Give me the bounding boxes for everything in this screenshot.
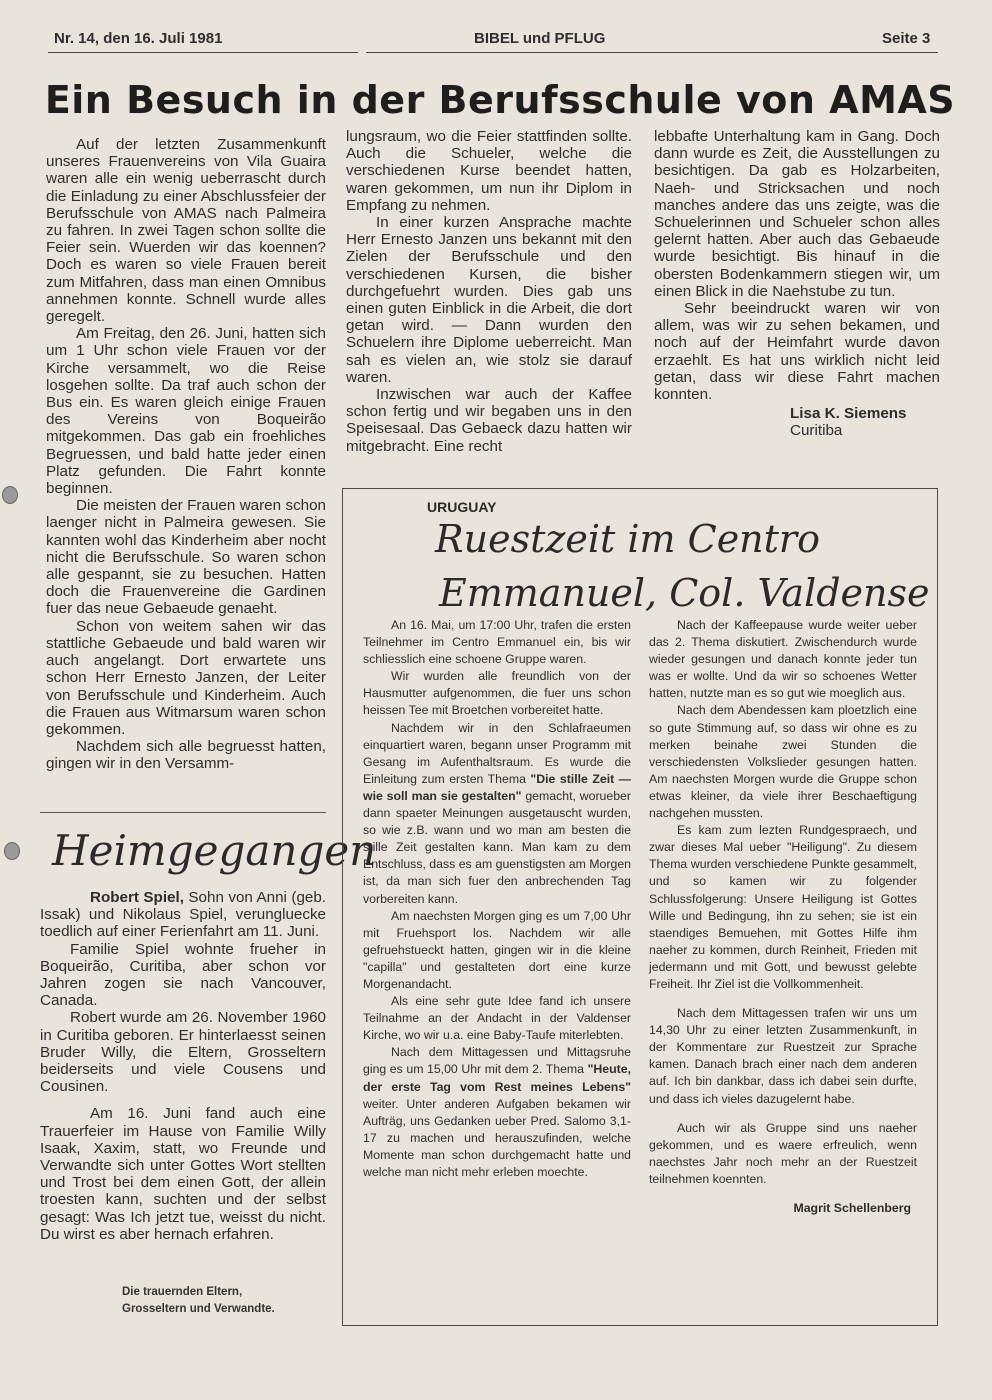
box-paragraph: Als eine sehr gute Idee fand ich unsere Teilnahme an der Andacht in der Valdenser Kirche, wo wir u.a. eine Baby-Taufe miterlebten.	[363, 994, 631, 1043]
obituary-closing	[122, 1284, 275, 1318]
binder-hole	[2, 486, 18, 504]
obituary-closing-line: Grosseltern und Verwandte.	[122, 1303, 275, 1315]
obituary-paragraph: Familie Spiel wohnte frueher in Boqueirão, Curitiba, aber schon vor Jahren zogen sie nach Vancouver, Canada.	[40, 940, 326, 1010]
box-paragraph: Am naechsten Morgen ging es um 7,00 Uhr mit Fruehsport los. Nachdem wir alle gefruehstueckt hatten, gingen wir in die kleine "capilla" und gestalteten dort eine kurze Morgenandacht.	[363, 908, 631, 991]
article-column-1	[46, 136, 326, 773]
box-text: Nachdem wir in den Schlafraeumen einquartiert waren, begann unser Programm mit Gesang im Aufenthaltsraum. Es wurde die Einleitung zum ersten Thema	[363, 720, 631, 786]
box-theme-title: "Die stille Zeit — wie soll man sie gestalten"	[363, 771, 631, 803]
box-paragraph	[363, 1044, 631, 1181]
article-paragraph: lebbafte Unterhaltung kam in Gang. Doch dann wurde es Zeit, die Ausstellungen zu besichtigen. Da gab es Holzarbeiten, Naeh- und Stricksachen und noch manches andere das uns zeigte, was die Schuelerinnen und Schueler schon alles gelernt hatten. Aber auch das Gebaeude wurde besichtigt. Bis hinauf in die obersten Bodenkammern stiegen wir, um einen Blick in die Naehstube zu tun.	[654, 128, 940, 300]
issue-number: Nr. 14, den 16. Juli 1981	[54, 30, 223, 47]
signature-name: Lisa K. Siemens	[790, 405, 907, 423]
signature-place: Curitiba	[790, 422, 843, 440]
box-paragraph	[363, 720, 631, 908]
article-kicker: URUGUAY	[427, 499, 497, 515]
box-paragraph: Nach der Kaffeepause wurde weiter ueber das 2. Thema diskutiert. Zwischendurch wurde wieder gesungen und danach konnte jeder tun was er wollte. Und da wir so schoenes Wetter hatten, nutzte man es so gut wie moeglich aus.	[649, 618, 917, 701]
article-paragraph: Sehr beeindruckt waren wir von allem, was wir zu sehen bekamen, und noch auf der Heimfahrt wurde davon erzaehlt. Es hat uns wirklich nicht leid getan, dass wir diese Fahrt machen konnten.	[654, 300, 940, 404]
box-paragraph: Es kam zum lezten Rundgespraech, und zwar dieses Mal ueber "Heiligung". Zu diesem Thema wurden verschiedene Punkte gesammelt, und so kamen wir zu folgender Schlussfolgerung: Unsere Heiligung ist Gottes Wille und Bedingung, ihn zu sehen; sie ist ein staendiges Bemuehen, mit Gottes Hilfe ihm naeher zu kommen, durch Reinheit, Frieden mit jedermann und mit Gott, und bewusst gelebte Freiheit. Ihr Ziel ist die Vollkommenheit.	[649, 823, 917, 991]
article-signature	[654, 405, 940, 439]
obituary-paragraph: Robert wurde am 26. November 1960 in Curitiba geboren. Er hinterlaesst seinen Bruder Willy, die Eltern, Grosseltern beiderseits und viele Cousens und Cousinen.	[40, 1009, 326, 1096]
obituary-text	[40, 889, 326, 1243]
article-title-line1: Ruestzeit im Centro	[435, 517, 820, 561]
box-signature: Magrit Schellenberg	[793, 1201, 911, 1215]
box-column-left	[363, 617, 631, 1181]
article-paragraph: Nachdem sich alle begruesst hatten, gingen wir in den Versamm-	[46, 738, 326, 773]
box-text: weiter. Unter anderen Aufgaben bekamen wir Aufträg, uns Gedanken ueber Pred. Salomo 3,1-17 zu machen und herauszufinden, welche Momente man schon durchgemacht hatte und welche man nicht mehr erleben moechte.	[363, 1096, 631, 1179]
article-paragraph: lungsraum, wo die Feier stattfinden sollte. Auch die Schueler, welche die verschiedenen Kurse beendet hatten, waren gekommen, um nun ihr Diplom in Empfang zu nehmen.	[346, 128, 632, 214]
article-paragraph: In einer kurzen Ansprache machte Herr Ernesto Janzen uns bekannt mit den Zielen der Berufsschule und den verschiedenen Kursen, die bisher durchgefuehrt wurden. Dies gab uns einen guten Einblick in die Arbeit, die dort getan wird. — Dann wurden den Schuelern ihre Diplome ueberreicht. Man sah es vielen an, wie stolz sie darauf waren.	[346, 214, 632, 386]
publication-name: BIBEL und PFLUG	[474, 30, 606, 47]
obituary-name: Robert Spiel,	[90, 889, 184, 906]
article-paragraph: Am Freitag, den 26. Juni, hatten sich um 1 Uhr schon viele Frauen vor der Kirche versammelt, wo die Reise losgehen sollte. Da traf auch schon der Bus ein. Es waren gleich einige Frauen des Vereins von Boqueirão mitgekommen. Das gab ein froehliches Begruessen, und bald hatte jeder einen Platz gefunden. Die Fahrt konnte beginnen.	[46, 325, 326, 498]
page-number: Seite 3	[882, 30, 931, 47]
box-paragraph: Nach dem Abendessen kam ploetzlich eine so gute Stimmung auf, so dass wir ohne es zu merken beinahe zwei Stunden die verschiedensten Volkslieder gesungen hatten. Am naechsten Morgen wurde die Gruppe schon etwas kleiner, da viele ihrer Beschaeftigung nachgehen mussten.	[649, 703, 917, 821]
header-rule-left	[48, 52, 358, 53]
obituary-title: Heimgegangen	[52, 826, 377, 875]
box-theme-title: "Heute, der erste Tag vom Rest meines Lebens"	[363, 1062, 631, 1094]
box-text: Nach dem Mittagessen und Mittagsruhe ging es um 15,00 Uhr mit dem 2. Thema	[363, 1045, 631, 1077]
article-column-2	[346, 128, 632, 455]
article-column-3	[654, 128, 940, 440]
box-text: gemacht, worueber dann spaeter Meinungen ausgetauscht wurden, so wie z.B. wann und wo man am besten die stille Zeit gestalten kann. Man kam zu dem Entschluss, dass es am guenstigsten am Morgen ist, da man sich fuer den anbrechenden Tag vorbereiten kann.	[363, 788, 631, 906]
section-divider	[40, 812, 326, 813]
box-paragraph: Nach dem Mittagessen trafen wir uns um 14,30 Uhr zu einer letzten Zusammenkunft, in der Kommentare zur Ruestzeit zur Sprache kamen. Danach brach einer nach dem anderen auf. Ich bin dankbar, dass ich dabei sein durfte, und dass ich vieles dazugelernt habe.	[649, 1006, 917, 1106]
header-rule-right	[366, 52, 938, 53]
box-paragraph: An 16. Mai, um 17:00 Uhr, trafen die ersten Teilnehmer im Centro Emmanuel ein, bis wir schliesslich eine schoene Gruppe waren.	[363, 618, 631, 667]
article-paragraph: Inzwischen war auch der Kaffee schon fertig und wir begaben uns in den Speisesaal. Das Gebaeck dazu hatten wir mitgebracht. Eine recht	[346, 386, 632, 455]
article-paragraph: Die meisten der Frauen waren schon laenger nicht in Palmeira gewesen. Sie kannten wohl das Kinderheim aber nocht nicht die Berufsschule. So waren schon alle gespannt, sie zu besuchen. Hatten doch die Frauenvereine die Gardinen fuer das neue Gebaeude genaeht.	[46, 497, 326, 618]
box-column-right	[649, 617, 917, 1217]
obituary-closing-line: Die trauernden Eltern,	[122, 1286, 243, 1298]
article-headline: Ein Besuch in der Berufsschule von AMAS	[44, 78, 956, 122]
box-paragraph: Auch wir als Gruppe sind uns naeher gekommen, und es waere erfreulich, wenn naechstes Jahr noch mehr an der Ruestzeit teilnehmen koennten.	[649, 1120, 917, 1186]
ruestzeit-box	[342, 488, 938, 1326]
obituary-lead	[40, 889, 326, 941]
article-title-line2: Emmanuel, Col. Valdense	[439, 571, 930, 615]
binder-hole	[4, 842, 20, 860]
obituary-paragraph: Am 16. Juni fand auch eine Trauerfeier im Hause von Familie Willy Isaak, Xaxim, statt, wo Freunde und Verwandte sich unter Gottes Wort stellten und Trost bei dem einen Gott, der allein troesten kann, suchten und der selbst gesagt: Was Ich jetzt tue, weisst du nicht. Du wirst es aber hernach erfahren.	[40, 1105, 326, 1243]
article-paragraph: Schon von weitem sahen wir das stattliche Gebaeude und bald waren wir auch angelangt. Dort erwartete uns schon Herr Ernesto Janzen, der Leiter von Berufsschule und Kinderheim. Auch die Frauen aus Witmarsum waren schon gekommen.	[46, 617, 326, 738]
box-paragraph: Wir wurden alle freundlich von der Hausmutter aufgenommen, die fuer uns schon heissen Tee mit Broetchen vorbereitet hatte.	[363, 669, 631, 718]
article-paragraph: Auf der letzten Zusammenkunft unseres Frauenvereins von Vila Guaira waren alle ein wenig ueberrascht durch die Einladung zu einer Abschlussfeier der Berufsschule von AMAS nach Palmeira zu fahren. In zwei Tagen schon sollte die Feier sein. Wuerden wir das koennen? Doch es waren so viele Frauen bereit zum Mitfahren, dass man einen Omnibus annehmen konnte. Schnell wurde alles geregelt.	[46, 136, 326, 326]
obituary-lead-text: Sohn von Anni (geb. Issak) und Nikolaus Spiel, verungluecke toedlich auf einer Ferienfahrt am 11. Juni.	[40, 889, 326, 941]
